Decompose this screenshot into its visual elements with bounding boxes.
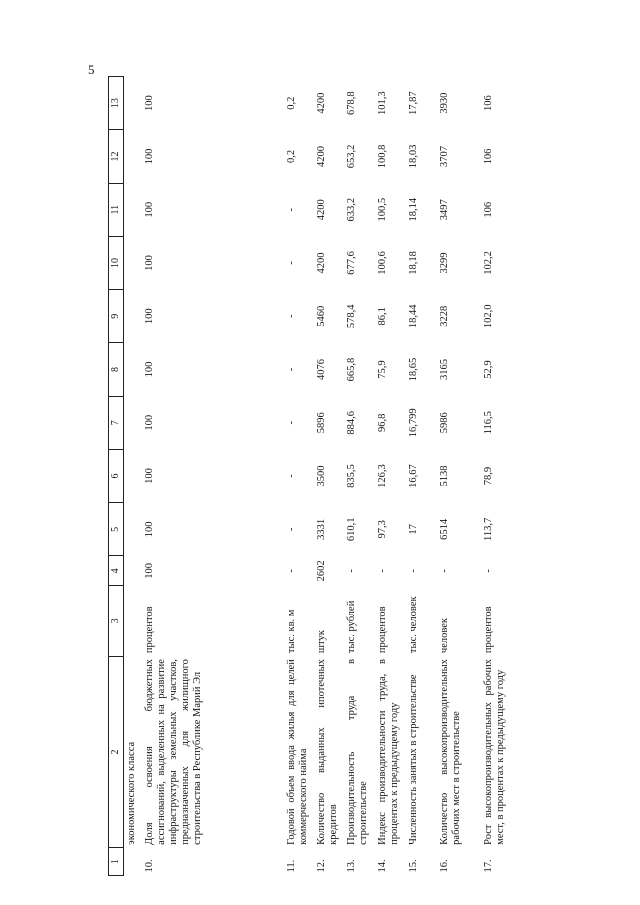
value-cell: 106 <box>483 95 494 112</box>
value-cell: 101,3 <box>377 91 388 115</box>
row-number: 17. <box>483 859 494 873</box>
value-cell: 610,1 <box>346 517 357 542</box>
value-cell: 100 <box>144 562 155 579</box>
value-cell: 578,4 <box>346 304 357 329</box>
indicator-name: Численность занятых в строительстве <box>408 674 419 845</box>
row-number: 14. <box>377 859 388 873</box>
column-header: 3 <box>109 586 124 656</box>
value-cell: - <box>439 569 450 573</box>
indicator-name: Количество выданных ипотечных кредитов <box>316 659 339 845</box>
value-cell: 633,2 <box>346 197 357 222</box>
value-cell: 5986 <box>439 412 450 434</box>
value-cell: 100 <box>144 308 155 325</box>
value-cell: 100 <box>144 255 155 271</box>
header-row <box>109 77 124 876</box>
column-header: 13 <box>109 77 124 130</box>
value-cell: 100,6 <box>377 251 388 275</box>
value-cell: 106 <box>483 148 494 165</box>
value-cell: 18,65 <box>408 357 419 382</box>
value-cell: 5138 <box>439 465 450 487</box>
indicators-table <box>108 76 525 876</box>
row-number: 13. <box>346 859 357 873</box>
table-row <box>437 77 481 876</box>
value-cell: - <box>286 314 297 318</box>
indicator-name: Доля освоения бюджетных ассигнований, выделенных на развитие инфраструктуры земельных участков, предназначенных для жилищного строительства в Республике Марий Эл <box>144 659 203 845</box>
value-cell: 3165 <box>439 359 450 381</box>
value-cell: 100 <box>144 414 155 431</box>
value-cell: 18,44 <box>408 304 419 329</box>
column-header: 4 <box>109 556 124 586</box>
column-header: 7 <box>109 396 124 449</box>
value-cell: 3228 <box>439 305 450 327</box>
value-cell: 0,2 <box>286 149 297 164</box>
value-cell: - <box>286 474 297 478</box>
column-header: 9 <box>109 290 124 343</box>
value-cell: 116,5 <box>483 411 494 435</box>
value-cell: 3500 <box>316 465 327 487</box>
value-cell: 78,9 <box>483 466 494 486</box>
table-row <box>314 77 344 876</box>
column-header: 1 <box>109 848 124 876</box>
value-cell: 6514 <box>439 518 450 540</box>
value-cell: 102,0 <box>483 304 494 329</box>
value-cell: 677,6 <box>346 251 357 275</box>
column-header: 10 <box>109 236 124 289</box>
unit-cell: процентов <box>144 606 155 654</box>
unit-cell: штук <box>316 630 327 654</box>
unit-cell: процентов <box>377 606 388 654</box>
value-cell: 884,6 <box>346 410 357 435</box>
value-cell: 75,9 <box>377 360 388 379</box>
indicator-name: Производительность труда в строительстве <box>346 659 369 845</box>
table-row <box>406 77 437 876</box>
value-cell: 17,87 <box>408 91 419 115</box>
unit-cell: процентов <box>483 606 494 654</box>
unit-cell: тыс. кв. м <box>286 609 297 654</box>
unit-cell: человек <box>439 617 450 654</box>
value-cell: 5896 <box>316 412 327 434</box>
value-cell: 126,3 <box>377 464 388 488</box>
table-row <box>344 77 375 876</box>
value-cell: 16,799 <box>408 408 419 438</box>
value-cell: 100 <box>144 521 155 538</box>
value-cell: 17 <box>408 524 419 535</box>
table-row <box>375 77 406 876</box>
value-cell: 18,14 <box>408 197 419 222</box>
table-row <box>284 77 314 876</box>
row-number: 12. <box>316 859 327 873</box>
value-cell: 4200 <box>316 145 327 167</box>
value-cell: 100 <box>144 148 155 165</box>
unit-cell: тыс. рублей <box>346 600 357 654</box>
value-cell: 97,3 <box>377 520 388 539</box>
value-cell: 835,5 <box>346 464 357 488</box>
unit-cell: тыс. человек <box>408 596 419 654</box>
value-cell: 100,5 <box>377 197 388 222</box>
value-cell: - <box>377 569 388 573</box>
value-cell: 3707 <box>439 145 450 167</box>
value-cell: - <box>483 569 494 573</box>
value-cell: - <box>286 421 297 425</box>
value-cell: - <box>286 569 297 573</box>
row-number: 15. <box>408 859 419 873</box>
indicator-name: Индекс производительности труда, в процентах к предыдущему году <box>377 659 400 845</box>
value-cell: 102,2 <box>483 251 494 275</box>
row-number: 11. <box>286 859 297 873</box>
value-cell: 4200 <box>316 252 327 274</box>
table-row <box>481 77 525 876</box>
value-cell: 100 <box>144 468 155 484</box>
value-cell: - <box>286 207 297 212</box>
value-cell: 113,7 <box>483 517 494 541</box>
value-cell: 3331 <box>316 518 327 540</box>
indicator-name: Рост высокопроизводительных рабочих мест, в процентах к предыдущему году <box>483 659 506 845</box>
value-cell: 100 <box>144 201 155 218</box>
value-cell: 100 <box>144 95 155 112</box>
continuation-row <box>124 77 143 876</box>
value-cell: 16,67 <box>408 464 419 488</box>
column-header: 6 <box>109 449 124 502</box>
value-cell: - <box>286 261 297 265</box>
value-cell: 678,8 <box>346 91 357 115</box>
column-header: 5 <box>109 503 124 556</box>
value-cell: 86,1 <box>377 307 388 326</box>
cell-empty <box>124 848 143 876</box>
continuation-text: экономического класса <box>126 741 137 845</box>
value-cell: - <box>286 367 297 372</box>
indicator-name: Годовой объем ввода жилья для целей коммерческого найма <box>286 659 309 845</box>
indicator-name: Количество высокопроизводительных рабочих мест в строительстве <box>439 659 462 845</box>
value-cell: - <box>286 527 297 532</box>
value-cell: 5460 <box>316 305 327 327</box>
value-cell: 18,18 <box>408 251 419 275</box>
rotated-table-container <box>108 76 548 876</box>
value-cell: 96,8 <box>377 413 388 432</box>
value-cell: 4200 <box>316 199 327 221</box>
value-cell: 0,2 <box>286 96 297 110</box>
value-cell: 653,2 <box>346 144 357 169</box>
row-number: 16. <box>439 859 450 873</box>
value-cell: 52,9 <box>483 360 494 379</box>
value-cell: 3930 <box>439 92 450 114</box>
column-header: 11 <box>109 183 124 236</box>
value-cell: 665,8 <box>346 357 357 382</box>
table-row <box>142 77 284 876</box>
value-cell: 3299 <box>439 252 450 274</box>
value-cell: 4076 <box>316 359 327 381</box>
column-header: 8 <box>109 343 124 396</box>
value-cell: 3497 <box>439 199 450 221</box>
value-cell: 100,8 <box>377 144 388 169</box>
row-number: 10. <box>144 859 155 873</box>
value-cell: - <box>408 569 419 573</box>
value-cell: - <box>346 569 357 573</box>
value-cell: 2602 <box>316 560 327 582</box>
column-header: 12 <box>109 130 124 183</box>
value-cell: 4200 <box>316 92 327 114</box>
value-cell: 100 <box>144 361 155 378</box>
page-number: 5 <box>88 62 95 77</box>
value-cell: 18,03 <box>408 144 419 169</box>
column-header: 2 <box>109 656 124 848</box>
value-cell: 106 <box>483 201 494 218</box>
